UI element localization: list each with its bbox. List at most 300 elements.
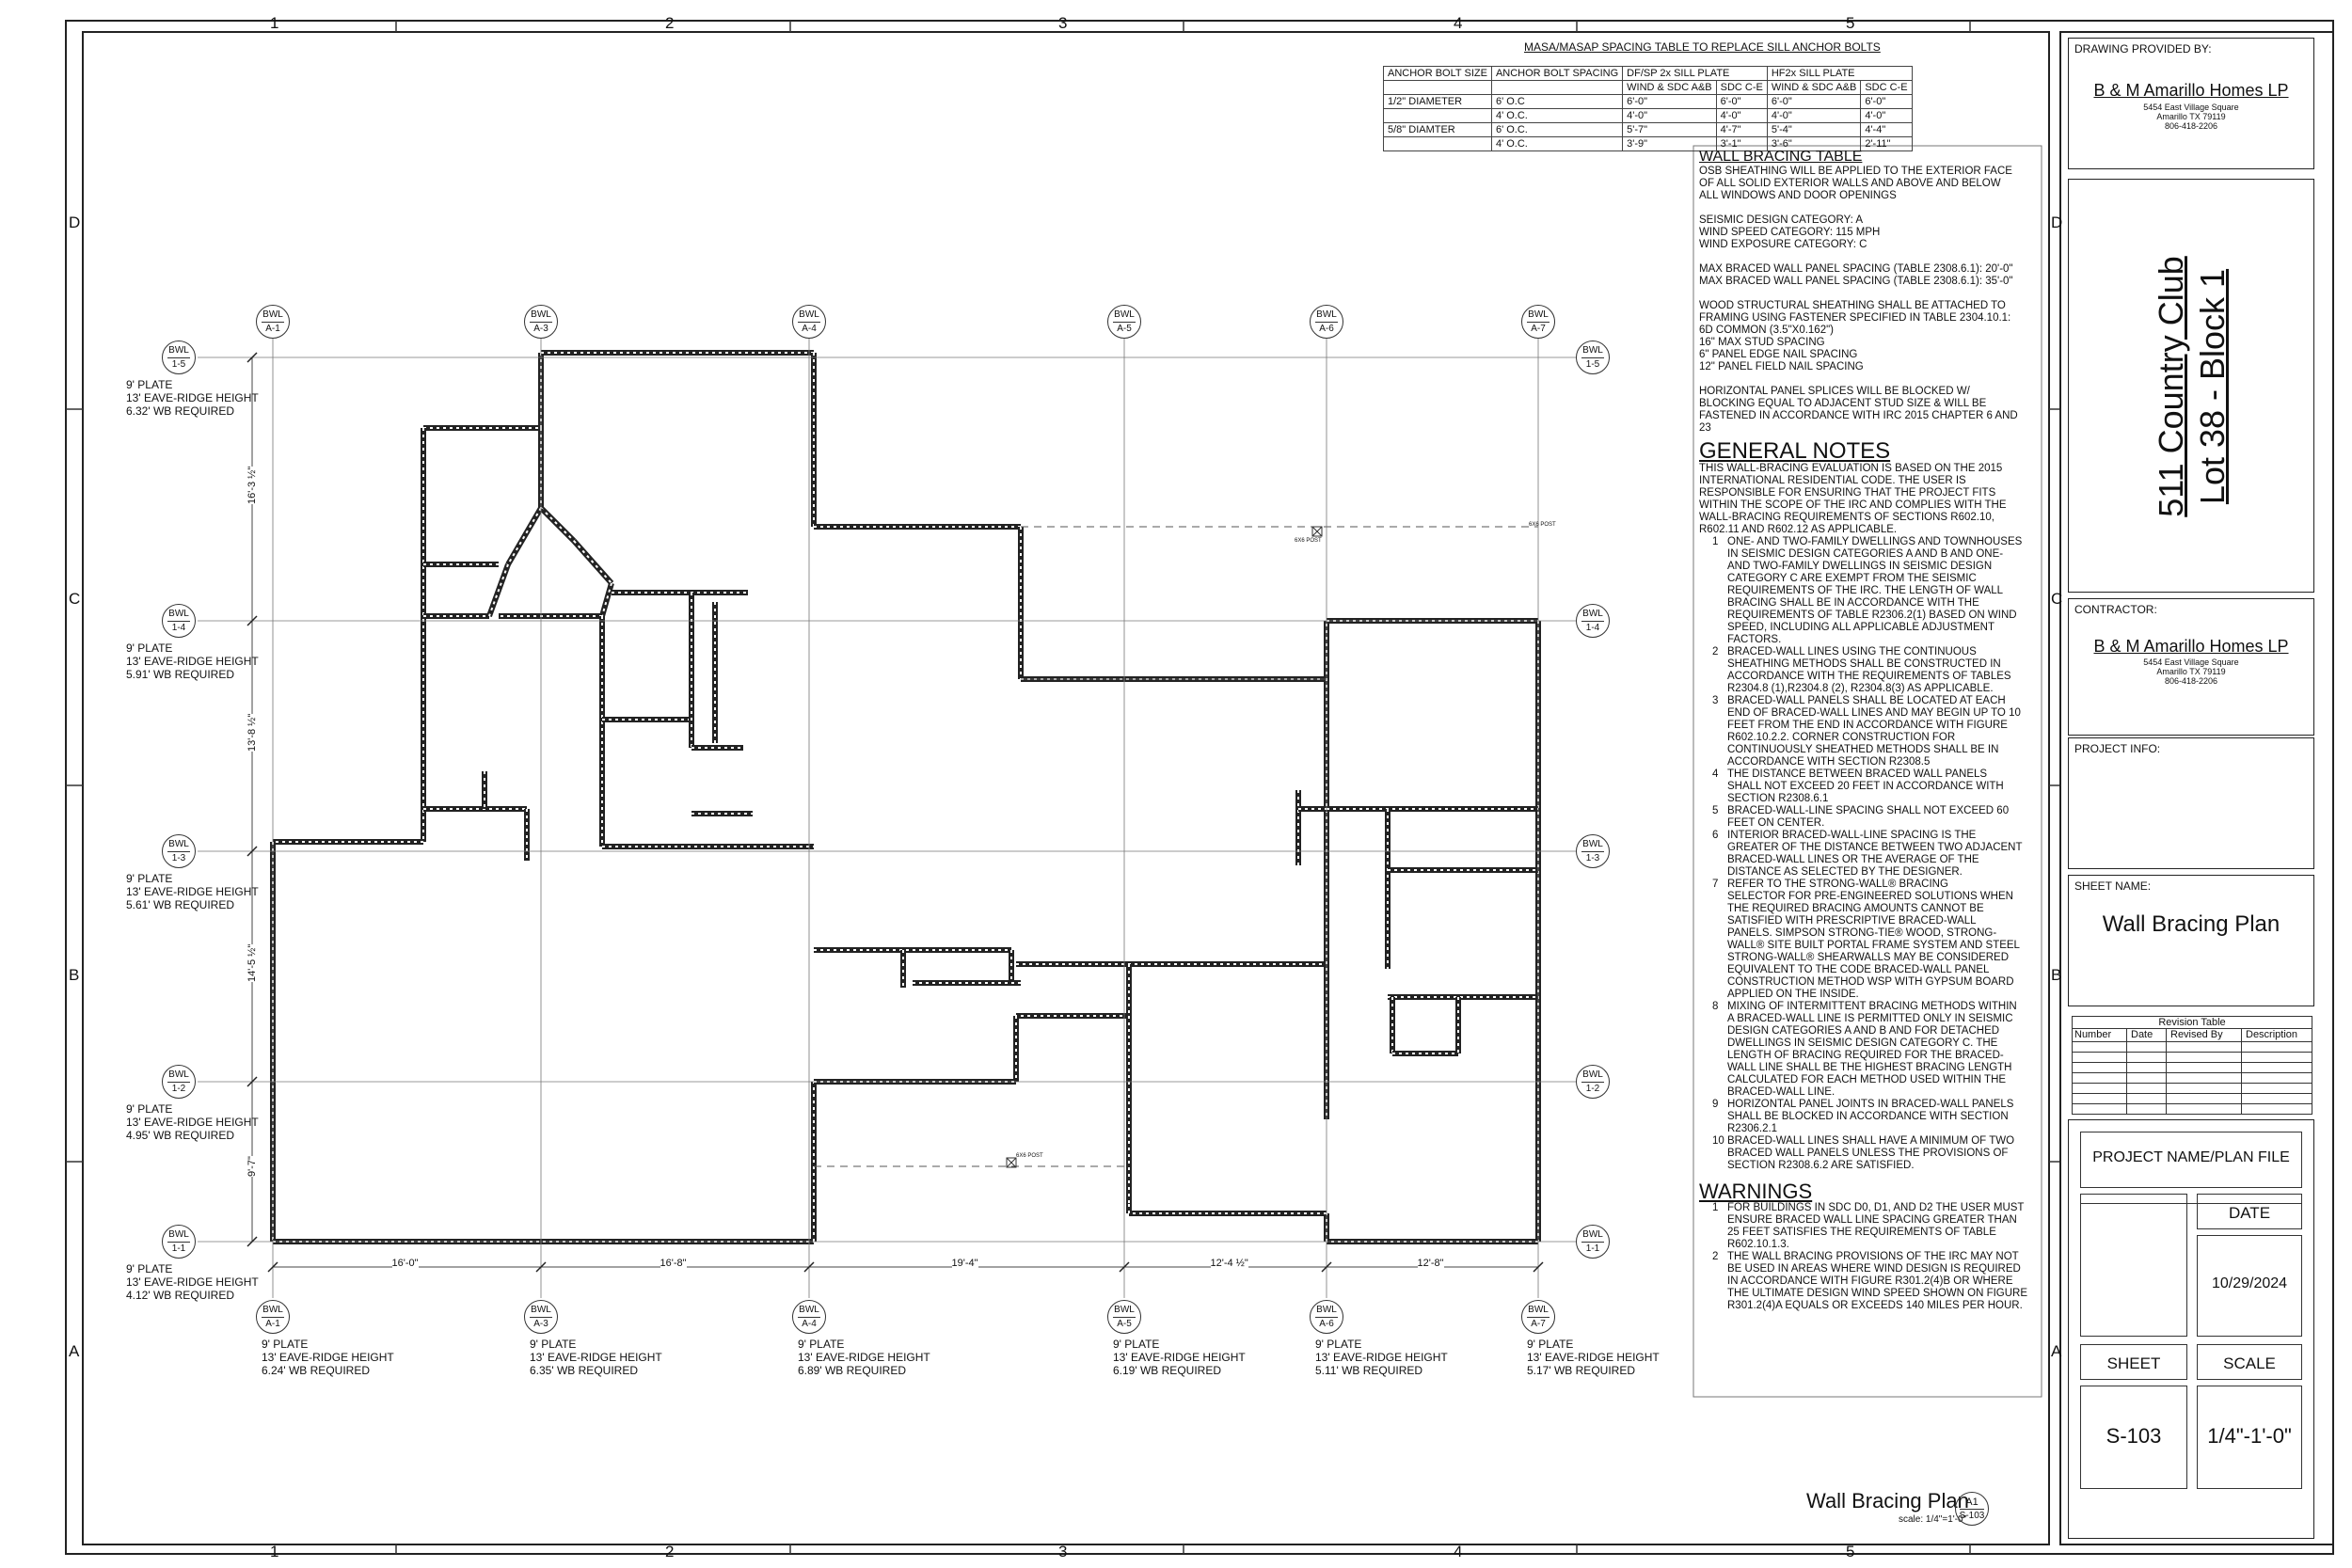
note-number: 8 xyxy=(1712,1001,1719,1012)
notes-line: SHALL BE BLOCKED IN ACCORDANCE WITH SECTION xyxy=(1727,1111,2009,1122)
notes-line: THE REQUIRED BRACING AMOUNTS CANNOT BE xyxy=(1727,903,1984,914)
grid-row-label: D xyxy=(69,214,81,231)
notes-line: MAX BRACED WALL PANEL SPACING (TABLE 2308.6.1): 20'-0" xyxy=(1699,263,2013,275)
notes-line: A BRACED-WALL LINE IS PERMITTED ONLY IN SEISMIC xyxy=(1727,1013,2013,1024)
table-header-cell: ANCHOR BOLT SPACING xyxy=(1491,67,1622,81)
dimension-text: 16'-3 ½" xyxy=(246,466,258,504)
bwl-tag xyxy=(1576,604,1610,638)
notes-line: SHEATHING METHODS SHALL BE CONSTRUCTED IN xyxy=(1727,658,2001,670)
grid-row-label: B xyxy=(2051,966,2062,984)
bwl-tag xyxy=(1521,1300,1555,1334)
notes-line: APPLIED ON THE INSIDE. xyxy=(1727,989,1859,1000)
notes-line: DESIGN CATEGORIES A AND B AND FOR DETACHED xyxy=(1727,1025,2000,1037)
notes-line: WALL® SITE BUILT PORTAL FRAME SYSTEM AND STEEL xyxy=(1727,940,2020,951)
provider-address-line: 5454 East Village Square xyxy=(2143,103,2239,112)
warning-number: 2 xyxy=(1712,1251,1719,1262)
bwl-plate: 9' PLATE xyxy=(1315,1338,1362,1351)
grid-col-label: 4 xyxy=(1454,1543,1463,1560)
notes-line: SECTION R2308.6.2 ARE SATISFIED. xyxy=(1727,1160,1915,1171)
notes-line: HORIZONTAL PANEL JOINTS IN BRACED-WALL PANELS xyxy=(1727,1099,2014,1110)
notes-line: LENGTH OF BRACING REQUIRED FOR THE BRACED- xyxy=(1727,1050,2004,1061)
bwl-tag-id: A-5 xyxy=(1117,1319,1132,1329)
bwl-tag xyxy=(162,1225,196,1259)
notes-heading: GENERAL NOTES xyxy=(1699,438,1891,464)
sheet-name-box xyxy=(2068,875,2314,1006)
notes-line: IN SEISMIC DESIGN CATEGORIES A AND B AND ONE- xyxy=(1727,548,2004,560)
bwl-tag-id: 1-2 xyxy=(1585,1084,1600,1094)
notes-line: SHALL NOT EXCEED 20 FEET IN ACCORDANCE WITH xyxy=(1727,781,2004,792)
bwl-plate: 9' PLATE xyxy=(126,1102,173,1116)
bwl-wb-required: 5.91' WB REQUIRED xyxy=(126,668,234,681)
notes-line: 6" PANEL EDGE NAIL SPACING xyxy=(1699,349,1858,360)
bwl-tag-label: BWL xyxy=(1582,345,1603,356)
revision-table xyxy=(2072,1016,2312,1115)
bwl-plate: 9' PLATE xyxy=(262,1338,309,1351)
bwl-tag xyxy=(1576,341,1610,374)
bwl-tag xyxy=(256,305,290,339)
notes-line: SATISFIED WITH PRESCRIPTIVE BRACED-WALL xyxy=(1727,915,1977,927)
bwl-tag-label: BWL xyxy=(168,345,189,356)
bwl-tag-id: 1-3 xyxy=(1585,853,1600,863)
scale-label-cell xyxy=(2197,1344,2302,1380)
revision-row xyxy=(2072,1094,2312,1104)
bwl-tag-id: 1-2 xyxy=(171,1084,186,1094)
table-cell: 3'-6" xyxy=(1767,137,1860,151)
bwl-wb-required: 6.35' WB REQUIRED xyxy=(530,1364,638,1377)
bwl-tag-label: BWL xyxy=(799,309,819,320)
provider-name: B & M Amarillo Homes LP xyxy=(2093,81,2289,100)
bwl-tag xyxy=(1576,1065,1610,1099)
notes-line: WITHIN THE SCOPE OF THE IRC AND COMPLIES WITH THE xyxy=(1699,499,2007,511)
sheet-label-cell xyxy=(2080,1344,2187,1380)
drawing-provider-box xyxy=(2068,38,2314,169)
grid-row-label: B xyxy=(69,966,80,984)
notes-line: DWELLINGS IN SEISMIC DESIGN CATEGORY C. THE xyxy=(1727,1037,1998,1049)
notes-line: MIXING OF INTERMITTENT BRACING METHODS WITHIN xyxy=(1727,1001,2017,1012)
notes-line: FEET ON CENTER. xyxy=(1727,817,1825,829)
grid-row-label: C xyxy=(2051,590,2063,608)
bwl-tag-label: BWL xyxy=(168,1229,189,1240)
sheet-value-cell xyxy=(2080,1386,2187,1489)
scale-label: SCALE xyxy=(2223,1354,2276,1372)
bwl-tag-label: BWL xyxy=(168,1069,189,1080)
bwl-tag-id: 1-5 xyxy=(1585,359,1600,370)
table-cell: 4' O.C. xyxy=(1491,109,1622,123)
bwl-tag xyxy=(1521,305,1555,339)
grid-col-label: 5 xyxy=(1846,14,1855,32)
dimension-text: 16'-0" xyxy=(391,1258,419,1269)
bwl-tag-label: BWL xyxy=(1316,309,1337,320)
note-number: 1 xyxy=(1712,536,1719,547)
note-number: 6 xyxy=(1712,830,1719,841)
notes-line: REQUIREMENTS OF TABLE R2306.2(1) BASED ON WIND xyxy=(1727,610,2017,621)
project-details-box xyxy=(2068,1119,2314,1539)
table-header-cell: SDC C-E xyxy=(1861,81,1912,95)
bwl-tag xyxy=(1310,305,1343,339)
contractor-name: B & M Amarillo Homes LP xyxy=(2093,637,2289,656)
bwl-eave-height: 13' EAVE-RIDGE HEIGHT xyxy=(126,655,259,668)
bwl-eave-height: 13' EAVE-RIDGE HEIGHT xyxy=(126,1116,259,1129)
post-label: 6X6 POST xyxy=(1529,522,1556,528)
grid-col-label: 2 xyxy=(665,1543,675,1560)
notes-line: EQUIVALENT TO THE CODE BRACED-WALL PANEL xyxy=(1727,964,1990,975)
grid-col-label: 1 xyxy=(270,1543,279,1560)
table-cell: 6' O.C xyxy=(1491,95,1622,109)
table-row xyxy=(1384,123,1913,137)
notes-line: ACCORDANCE WITH THE REQUIREMENTS OF TABLES xyxy=(1727,671,2011,682)
notes-line: THE ULTIMATE DESIGN WIND SPEED SHOWN ON FIGURE xyxy=(1727,1288,2028,1299)
bwl-tag-id: 1-4 xyxy=(1585,623,1600,633)
table-header-cell: WIND & SDC A&B xyxy=(1623,81,1716,95)
grid-row-label: C xyxy=(69,590,81,608)
bwl-wb-required: 4.95' WB REQUIRED xyxy=(126,1129,234,1142)
notes-line: REQUIREMENTS OF THE IRC. THE LENGTH OF WALL xyxy=(1727,585,2004,596)
bwl-tag-label: BWL xyxy=(1528,309,1549,320)
notes-line: DISTANCE AS SELECTED BY THE DESIGNER. xyxy=(1727,866,1963,878)
notes-line: BRACED-WALL LINES SHALL HAVE A MINIMUM OF TWO xyxy=(1727,1135,2015,1147)
notes-line: WOOD STRUCTURAL SHEATHING SHALL BE ATTACHED TO xyxy=(1699,300,2006,311)
bwl-tag xyxy=(1576,1225,1610,1259)
revision-header: Number xyxy=(2073,1029,2127,1041)
revision-row xyxy=(2072,1104,2312,1115)
dimension-text: 12'-4 ½" xyxy=(1210,1258,1248,1269)
table-cell xyxy=(1384,137,1492,151)
bwl-wb-required: 6.89' WB REQUIRED xyxy=(798,1364,906,1377)
bwl-tag xyxy=(524,305,558,339)
revision-header: Description xyxy=(2246,1029,2298,1040)
notes-line: ACCORDANCE WITH SECTION R2308.5 xyxy=(1727,756,1931,768)
bwl-tag-id: A-6 xyxy=(1319,1319,1334,1329)
notes-line: GREATER OF THE DISTANCE BETWEEN TWO ADJACENT xyxy=(1727,842,2023,853)
notes-line: BRACING SHALL BE IN ACCORDANCE WITH THE xyxy=(1727,597,1979,609)
bwl-tag-id: A-1 xyxy=(265,324,280,334)
note-number: 3 xyxy=(1712,695,1719,706)
notes-line: 16" MAX STUD SPACING xyxy=(1699,337,1825,348)
bwl-tag-label: BWL xyxy=(531,1305,551,1315)
bwl-tag-id: 1-4 xyxy=(171,623,186,633)
grid-col-label: 3 xyxy=(1058,14,1068,32)
dimension-text: 9'-7" xyxy=(246,1156,258,1177)
drawing-provided-label: DRAWING PROVIDED BY: xyxy=(2074,42,2212,55)
revision-header: Revised By xyxy=(2167,1029,2242,1041)
notes-line: R602.10.1.3. xyxy=(1727,1239,1789,1250)
bwl-tag-id: 1-1 xyxy=(1585,1243,1600,1254)
provider-phone: 806-418-2206 xyxy=(2164,121,2218,131)
notes-line: THIS WALL-BRACING EVALUATION IS BASED ON THE 2015 xyxy=(1699,463,2003,474)
bwl-tag-id: A-6 xyxy=(1319,324,1334,334)
bwl-plate: 9' PLATE xyxy=(126,641,173,655)
notes-line: R602.11 AND R602.12 AS APPLICABLE. xyxy=(1699,524,1898,535)
revision-header: Date xyxy=(2127,1029,2167,1041)
notes-line: FEET FROM THE END IN ACCORDANCE WITH FIGURE xyxy=(1727,720,2008,731)
bwl-tag-id: A-1 xyxy=(265,1319,280,1329)
table-cell: 2'-11" xyxy=(1861,137,1912,151)
notes-line: FASTENED IN ACCORDANCE WITH IRC 2015 CHAPTER 6 AND xyxy=(1699,410,2018,421)
notes-line: OF ALL SOLID EXTERIOR WALLS AND ABOVE AND BELOW xyxy=(1699,178,2001,189)
notes-line: IN ACCORDANCE WITH FIGURE R301.2(4)B OR WHERE xyxy=(1727,1275,2013,1287)
bwl-eave-height: 13' EAVE-RIDGE HEIGHT xyxy=(262,1351,394,1364)
bwl-eave-height: 13' EAVE-RIDGE HEIGHT xyxy=(530,1351,662,1364)
notes-line: 6D COMMON (3.5"X0.162") xyxy=(1699,325,1835,336)
notes-line: WIND SPEED CATEGORY: 115 MPH xyxy=(1699,227,1881,238)
bwl-tag xyxy=(256,1300,290,1334)
table-cell: 4'-7" xyxy=(1716,123,1767,137)
bwl-tag xyxy=(162,604,196,638)
table-cell: 4'-0" xyxy=(1861,109,1912,123)
wall-hatch xyxy=(489,564,508,616)
detail-number: A1 xyxy=(1965,1497,1979,1508)
bwl-eave-height: 13' EAVE-RIDGE HEIGHT xyxy=(798,1351,930,1364)
table-row xyxy=(1384,109,1913,123)
table-cell: 4'-0" xyxy=(1623,109,1716,123)
note-number: 2 xyxy=(1712,646,1719,657)
wall-hatch xyxy=(574,541,612,583)
notes-line: OSB SHEATHING WILL BE APPLIED TO THE EXTERIOR FACE xyxy=(1699,166,2012,177)
dimension-lines xyxy=(247,353,1543,1272)
notes-heading: WALL BRACING TABLE xyxy=(1699,149,1863,165)
contractor-address-line: 5454 East Village Square xyxy=(2143,657,2239,667)
table-cell: 3'-9" xyxy=(1623,137,1716,151)
notes-line: 12" PANEL FIELD NAIL SPACING xyxy=(1699,361,1864,372)
notes-line: AND TWO-FAMILY DWELLINGS IN SEISMIC DESIGN xyxy=(1727,561,1993,572)
project-title-line: 511 Country Club xyxy=(2152,256,2190,517)
bwl-tag xyxy=(162,834,196,868)
bwl-tag xyxy=(1576,834,1610,868)
notes-line: STRONG-WALL® SHEARWALLS MAY BE CONSIDERED xyxy=(1727,952,2010,963)
notes-line: THE DISTANCE BETWEEN BRACED WALL PANELS xyxy=(1727,768,1988,780)
bwl-tag xyxy=(1107,305,1141,339)
bwl-tag-id: 1-1 xyxy=(171,1243,186,1254)
notes-line: MAX BRACED WALL PANEL SPACING (TABLE 2308.6.1): 35'-0" xyxy=(1699,276,2013,287)
table-cell: 3'-1" xyxy=(1716,137,1767,151)
bwl-plate: 9' PLATE xyxy=(1113,1338,1160,1351)
bwl-tag xyxy=(1310,1300,1343,1334)
revision-row xyxy=(2072,1084,2312,1094)
bwl-tag-id: 1-3 xyxy=(171,853,186,863)
bwl-tag-id: A-5 xyxy=(1117,324,1132,334)
date-label-cell xyxy=(2197,1194,2302,1229)
notes-line: R2306.2.1 xyxy=(1727,1123,1778,1134)
notes-line: BRACED WALL PANELS UNLESS THE PROVISIONS OF xyxy=(1727,1148,2009,1159)
notes-line: ONE- AND TWO-FAMILY DWELLINGS AND TOWNHOUSES xyxy=(1727,536,2023,547)
notes-line: SELECTOR FOR PRE-ENGINEERED SOLUTIONS WHEN xyxy=(1727,891,2013,902)
notes-line: BRACED-WALL-LINE SPACING SHALL NOT EXCEED 60 xyxy=(1727,805,2010,816)
plan-title: Wall Bracing Plan xyxy=(1806,1489,1969,1513)
table-cell: 5/8" DIAMTER xyxy=(1384,123,1492,137)
sheet-number: S-103 xyxy=(2106,1424,2162,1448)
scale-value-cell xyxy=(2197,1386,2302,1489)
notes-line: BE USED IN AREAS WHERE WIND DESIGN IS REQUIRED xyxy=(1727,1263,2021,1275)
table-cell: 4'-0" xyxy=(1767,109,1860,123)
bwl-plate: 9' PLATE xyxy=(530,1338,577,1351)
revision-table-title: Revision Table xyxy=(2072,1016,2312,1029)
bwl-tag-id: 1-5 xyxy=(171,359,186,370)
notes-line: CALCULATED FOR EACH METHOD USED WITHIN THE xyxy=(1727,1074,2007,1085)
notes-line: BRACED-WALL LINES USING THE CONTINUOUS xyxy=(1727,646,1977,657)
grid-col-label: 4 xyxy=(1454,14,1463,32)
project-info-box xyxy=(2068,737,2314,869)
grid-row-label: A xyxy=(2051,1342,2062,1360)
notes-line: BLOCKING EQUAL TO ADJACENT STUD SIZE & WILL BE xyxy=(1699,398,1987,409)
bwl-plate: 9' PLATE xyxy=(126,872,173,885)
dimension-text: 19'-4" xyxy=(951,1258,978,1269)
table-row xyxy=(1384,95,1913,109)
bwl-tag-label: BWL xyxy=(531,309,551,320)
table-cell: 4' O.C. xyxy=(1491,137,1622,151)
note-number: 7 xyxy=(1712,879,1719,890)
bwl-wb-required: 6.19' WB REQUIRED xyxy=(1113,1364,1221,1377)
notes-line: END OF BRACED-WALL LINES AND MAY BEGIN UP TO 10 xyxy=(1727,707,2021,719)
anchor-bolt-table xyxy=(1383,66,1913,151)
table-header-cell: SDC C-E xyxy=(1716,81,1767,95)
dimension-text: 12'-8" xyxy=(1417,1258,1444,1269)
bwl-wb-required: 5.61' WB REQUIRED xyxy=(126,898,234,911)
bwl-tag-id: A-3 xyxy=(533,1319,548,1329)
notes-heading: WARNINGS xyxy=(1699,1180,1813,1203)
table-header-cell: ANCHOR BOLT SIZE xyxy=(1384,67,1492,81)
table-cell: 5'-7" xyxy=(1623,123,1716,137)
bwl-wb-required: 5.11' WB REQUIRED xyxy=(1315,1364,1423,1377)
dimension-text: 14'-5 ½" xyxy=(246,943,258,982)
table-cell: 5'-4" xyxy=(1767,123,1860,137)
bwl-tag xyxy=(1107,1300,1141,1334)
bwl-tag-label: BWL xyxy=(262,1305,283,1315)
bwl-eave-height: 13' EAVE-RIDGE HEIGHT xyxy=(1315,1351,1448,1364)
bwl-wb-required: 6.32' WB REQUIRED xyxy=(126,404,234,418)
bwl-tag-label: BWL xyxy=(1528,1305,1549,1315)
project-name-label: PROJECT NAME/PLAN FILE xyxy=(2092,1149,2290,1165)
table-header-cell: WIND & SDC A&B xyxy=(1767,81,1860,95)
bwl-tag-label: BWL xyxy=(799,1305,819,1315)
notes-line: INTERNATIONAL RESIDENTIAL CODE. THE USER IS xyxy=(1699,475,1966,486)
blank-cell xyxy=(2080,1194,2187,1337)
bwl-tag-id: A-4 xyxy=(802,324,817,334)
notes-line: THE WALL BRACING PROVISIONS OF THE IRC MAY NOT xyxy=(1727,1251,2019,1262)
date-value-cell xyxy=(2197,1235,2302,1337)
table-cell: 6'-0" xyxy=(1623,95,1716,109)
project-title-line: Lot 38 - Block 1 xyxy=(2193,268,2232,505)
notes-line: RESPONSIBLE FOR ENSURING THAT THE PROJECT FITS xyxy=(1699,487,1996,499)
sheet-label: SHEET xyxy=(2106,1354,2161,1372)
table-cell: 4'-4" xyxy=(1861,123,1912,137)
grid-col-label: 2 xyxy=(665,14,675,32)
notes-line: R2304.8 (1),R2304.8 (2), R2304.8(3) AS APPLICABLE. xyxy=(1727,683,1994,694)
bwl-wb-required: 6.24' WB REQUIRED xyxy=(262,1364,370,1377)
notes-line: R602.10.2.2. CORNER CONSTRUCTION FOR xyxy=(1727,732,1956,743)
grid-col-label: 1 xyxy=(270,14,279,32)
bwl-tag-id: A-7 xyxy=(1531,1319,1546,1329)
table-cell xyxy=(1384,109,1492,123)
provider-address-line: Amarillo TX 79119 xyxy=(2156,112,2226,121)
notes-line: 23 xyxy=(1699,422,1711,434)
notes-line: INTERIOR BRACED-WALL-LINE SPACING IS THE xyxy=(1727,830,1977,841)
bwl-tag-label: BWL xyxy=(262,309,283,320)
dimension-text: 16'-8" xyxy=(660,1258,687,1269)
note-number: 4 xyxy=(1712,768,1719,780)
table-cell: 1/2" DIAMETER xyxy=(1384,95,1492,109)
notes-line: FOR BUILDINGS IN SDC D0, D1, AND D2 THE USER MUST xyxy=(1727,1202,2025,1213)
bwl-tag-label: BWL xyxy=(1582,1069,1603,1080)
notes-line: R301.2(4)A EQUALS OR EXCEEDS 140 MILES PER HOUR. xyxy=(1727,1300,2023,1311)
note-number: 10 xyxy=(1712,1135,1724,1147)
bwl-plate: 9' PLATE xyxy=(798,1338,845,1351)
note-number: 5 xyxy=(1712,805,1719,816)
date-value: 10/29/2024 xyxy=(2211,1275,2288,1291)
revision-row xyxy=(2072,1042,2312,1053)
revision-row xyxy=(2072,1053,2312,1063)
bwl-eave-height: 13' EAVE-RIDGE HEIGHT xyxy=(126,391,259,404)
notes-line: CONTINUOUSLY SHEATHED METHODS SHALL BE IN xyxy=(1727,744,1999,755)
contractor-phone: 806-418-2206 xyxy=(2164,676,2218,686)
contractor-box xyxy=(2068,598,2314,736)
bwl-tag-id: A-7 xyxy=(1531,324,1546,334)
bwl-eave-height: 13' EAVE-RIDGE HEIGHT xyxy=(126,1275,259,1289)
notes-line: PANELS. SIMPSON STRONG-TIE® WOOD, STRONG- xyxy=(1727,927,1997,939)
sheet-name-label: SHEET NAME: xyxy=(2074,879,2152,893)
notes-line: WIND EXPOSURE CATEGORY: C xyxy=(1699,239,1867,250)
bwl-tag-label: BWL xyxy=(168,609,189,619)
bwl-tag-label: BWL xyxy=(1114,1305,1135,1315)
post-label: 6X6 POST xyxy=(1295,538,1322,544)
detail-sheet: S-103 xyxy=(1959,1511,1985,1521)
bwl-wb-required: 4.12' WB REQUIRED xyxy=(126,1289,234,1302)
bwl-tag-label: BWL xyxy=(1582,609,1603,619)
anchor-table-title: MASA/MASAP SPACING TABLE TO REPLACE SILL ANCHOR BOLTS xyxy=(1524,40,1881,54)
revision-row xyxy=(2072,1063,2312,1073)
notes-line: REFER TO THE STRONG-WALL® BRACING xyxy=(1727,879,1948,890)
notes-line: WALL-BRACING REQUIREMENTS OF SECTIONS R602.10, xyxy=(1699,512,1994,523)
table-cell: 4'-0" xyxy=(1716,109,1767,123)
bwl-tag-id: A-4 xyxy=(802,1319,817,1329)
bwl-tag-label: BWL xyxy=(168,839,189,849)
bwl-plate: 9' PLATE xyxy=(126,1262,173,1275)
bwl-tag-label: BWL xyxy=(1582,1229,1603,1240)
table-cell: 6'-0" xyxy=(1767,95,1860,109)
plan-scale: scale: 1/4"=1'-0" xyxy=(1899,1514,1967,1525)
grid-col-label: 5 xyxy=(1846,1543,1855,1560)
bwl-tag-label: BWL xyxy=(1582,839,1603,849)
sheet-name: Wall Bracing Plan xyxy=(2102,911,2280,937)
warning-number: 1 xyxy=(1712,1202,1719,1213)
bwl-tag-label: BWL xyxy=(1114,309,1135,320)
floor-plan xyxy=(273,353,1538,1242)
notes-line: SECTION R2308.6.1 xyxy=(1727,793,1829,804)
notes-line: BRACED-WALL PANELS SHALL BE LOCATED AT EACH xyxy=(1727,695,2006,706)
table-header-cell: HF2x SILL PLATE xyxy=(1767,67,1912,81)
bwl-wb-required: 5.17' WB REQUIRED xyxy=(1527,1364,1635,1377)
revision-row xyxy=(2072,1073,2312,1084)
notes-line: ALL WINDOWS AND DOOR OPENINGS xyxy=(1699,190,1897,201)
bwl-plate: 9' PLATE xyxy=(1527,1338,1574,1351)
table-cell: 6'-0" xyxy=(1861,95,1912,109)
table-cell: 6' O.C. xyxy=(1491,123,1622,137)
project-info-label: PROJECT INFO: xyxy=(2074,742,2161,755)
bwl-tag xyxy=(162,341,196,374)
grid-row-label: A xyxy=(69,1342,80,1360)
notes-line: HORIZONTAL PANEL SPLICES WILL BE BLOCKED W/ xyxy=(1699,386,1970,397)
project-title-box xyxy=(2068,179,2314,593)
bwl-tag-id: A-3 xyxy=(533,324,548,334)
bwl-tag xyxy=(524,1300,558,1334)
bwl-tag xyxy=(162,1065,196,1099)
note-number: 9 xyxy=(1712,1099,1719,1110)
notes-line: SPEED, INCLUDING ALL APPLICABLE ADJUSTMENT xyxy=(1727,622,1994,633)
notes-line: SEISMIC DESIGN CATEGORY: A xyxy=(1699,214,1864,226)
bwl-eave-height: 13' EAVE-RIDGE HEIGHT xyxy=(1527,1351,1660,1364)
notes-line: CATEGORY C ARE EXEMPT FROM THE SEISMIC xyxy=(1727,573,1977,584)
contractor-label: CONTRACTOR: xyxy=(2074,603,2157,616)
detail-callout-circle xyxy=(1955,1492,1989,1526)
